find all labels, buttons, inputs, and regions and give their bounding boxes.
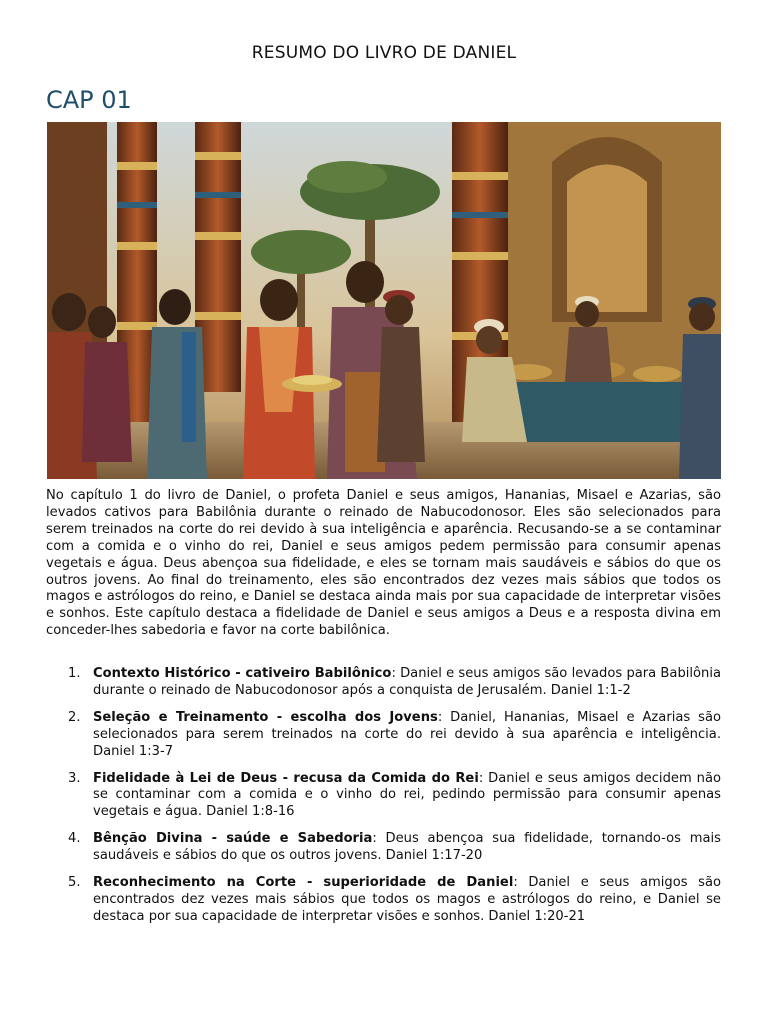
list-item-number: 4. (68, 831, 81, 847)
summary-list (46, 666, 721, 936)
list-item-title: Reconhecimento na Corte - superioridade de Daniel (93, 875, 514, 891)
list-item-text: : Daniel, Hananias, Misael e Azarias são selecionados para serem treinados na corte do rei devido à sua aparência e inteligência. Daniel 1:3-7 (93, 709, 721, 759)
list-item (46, 831, 721, 865)
intro-paragraph: No capítulo 1 do livro de Daniel, o profeta Daniel e seus amigos, Hananias, Misael e Azarias, são levados cativos para Babilônia durante o reinado de Nabucodonosor. Eles são selecionados para serem treinados na corte do rei devido à sua inteligência e aparência. Recusando-se a se contaminar com a comida e o vinho do rei, Daniel e seus amigos pedem permissão para consumir apenas vegetais e água. Deus abençoa sua fidelidade, e eles se tornam mais saudáveis e sábios do que os outros jovens. Ao final do treinamento, eles são encontrados dez vezes mais sábios que todos os magos e astrólogos do reino, e Daniel se destaca ainda mais por sua capacidade de interpretar visões e sonhos. Este capítulo destaca a fidelidade de Daniel e seus amigos a Deus e a resposta divina em conceder-lhes sabedoria e favor na corte babilônica. (46, 488, 721, 639)
list-item-number: 5. (68, 875, 81, 891)
list-item-text: : Deus abençoa sua fidelidade, tornando-os mais saudáveis e sábios do que os outros jovens. Daniel 1:17-20 (93, 831, 721, 864)
list-item (46, 771, 721, 822)
chapter-heading: CAP 01 (46, 86, 132, 114)
list-item-title: Seleção e Treinamento - escolha dos Jovens (93, 709, 438, 725)
list-item-number: 3. (68, 770, 81, 786)
list-item (46, 666, 721, 700)
list-item (46, 875, 721, 926)
list-item-number: 1. (68, 666, 81, 681)
list-item-number: 2. (68, 709, 81, 725)
list-item-text: : Daniel e seus amigos são levados para Babilônia durante o reinado de Nabucodonosor após a conquista de Jerusalém. Daniel 1:1-2 (93, 666, 722, 698)
list-item-text: : Daniel e seus amigos decidem não se contaminar com a comida e o vinho do rei, pedindo permissão para consumir apenas vegetais e água. Daniel 1:8-16 (93, 770, 721, 820)
chapter-illustration (47, 122, 721, 479)
list-item (46, 710, 721, 761)
list-item-title: Fidelidade à Lei de Deus - recusa da Comida do Rei (93, 770, 479, 786)
page-title: RESUMO DO LIVRO DE DANIEL (251, 43, 517, 63)
list-item-title: Contexto Histórico - cativeiro Babilônico (93, 666, 392, 681)
list-item-title: Bênção Divina - saúde e Sabedoria (93, 831, 373, 847)
list-item-text: : Daniel e seus amigos são encontrados dez vezes mais sábios que todos os magos e astrólogos do reino, e Daniel se destaca por sua capacidade de interpretar visões e sonhos. Daniel 1:20-21 (93, 875, 722, 924)
